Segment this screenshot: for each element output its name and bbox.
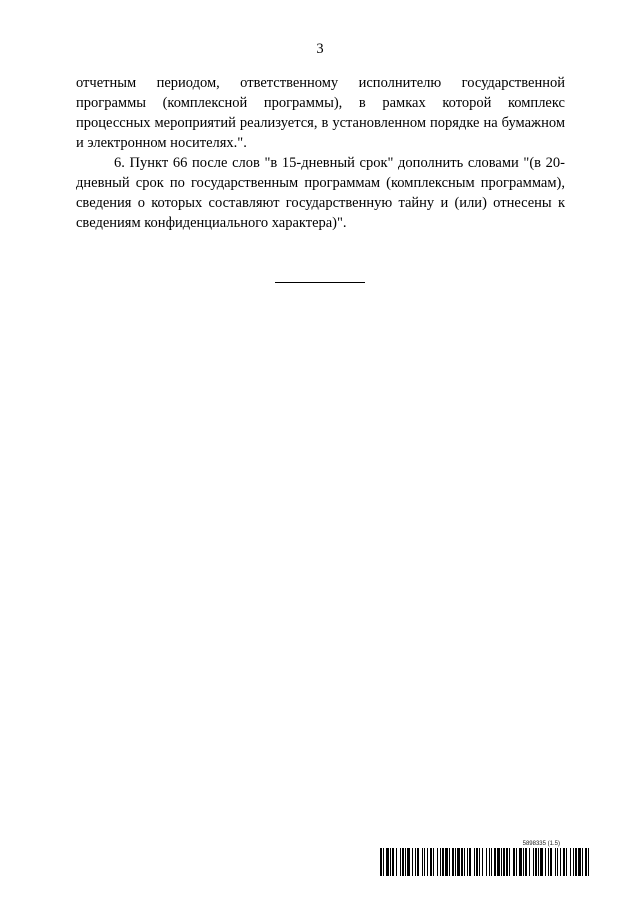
barcode-bar bbox=[578, 848, 581, 876]
barcode-bar bbox=[560, 848, 561, 876]
barcode-bar bbox=[494, 848, 496, 876]
barcode-bar bbox=[557, 848, 558, 876]
barcode-bar bbox=[383, 848, 384, 876]
end-separator-line bbox=[275, 282, 365, 283]
barcode-bar bbox=[573, 848, 574, 876]
barcode-bar bbox=[482, 848, 483, 876]
barcode-bar bbox=[469, 848, 471, 876]
barcode-bar bbox=[440, 848, 441, 876]
barcode-bar bbox=[575, 848, 577, 876]
barcode-bar bbox=[402, 848, 404, 876]
barcode-bar bbox=[529, 848, 530, 876]
barcode-bar bbox=[533, 848, 534, 876]
barcode-bar bbox=[501, 848, 502, 876]
barcode-bar bbox=[445, 848, 448, 876]
barcode-bar bbox=[563, 848, 565, 876]
barcode-bar bbox=[582, 848, 583, 876]
barcode-code: 5898335 (1.5) bbox=[522, 841, 560, 847]
barcode-bar bbox=[390, 848, 391, 876]
barcode-bar bbox=[386, 848, 389, 876]
document-body bbox=[76, 73, 565, 233]
barcode-bar bbox=[525, 848, 527, 876]
barcode-bar bbox=[509, 848, 510, 876]
barcode-bar bbox=[585, 848, 587, 876]
barcode-bar bbox=[503, 848, 505, 876]
barcode-bar bbox=[486, 848, 487, 876]
barcode-bar bbox=[422, 848, 423, 876]
barcode-bar bbox=[380, 848, 382, 876]
barcode-bar bbox=[424, 848, 425, 876]
paragraph-continuation: отчетным периодом, ответственному исполнителю государственной программы (комплексной программы), в рамках которой комплекс процессных мероприятий реализуется, в установленном порядке на бумажном и электронном носителях.". bbox=[76, 75, 565, 151]
barcode-bar bbox=[400, 848, 401, 876]
barcode-bar bbox=[415, 848, 416, 876]
barcode-bar bbox=[566, 848, 567, 876]
barcode-bar bbox=[545, 848, 546, 876]
barcode-bar bbox=[538, 848, 539, 876]
barcode-bar bbox=[588, 848, 589, 876]
barcode-bar bbox=[513, 848, 515, 876]
barcode-bar bbox=[519, 848, 522, 876]
barcode-bar bbox=[479, 848, 480, 876]
barcode-bar bbox=[430, 848, 432, 876]
barcode-bar bbox=[516, 848, 517, 876]
barcode-bar bbox=[405, 848, 406, 876]
barcode-bar bbox=[437, 848, 438, 876]
barcode-bar bbox=[489, 848, 490, 876]
barcode-bar bbox=[491, 848, 492, 876]
paragraph-item-6: 6. Пункт 66 после слов "в 15-дневный срок" дополнить словами "(в 20-дневный срок по государственным программам (комплексным программам), сведения о которых составляют государственную тайну и (или) отнесены к сведениям конфиденциального характера)". bbox=[76, 155, 565, 231]
barcode-bar bbox=[467, 848, 468, 876]
barcode-bar bbox=[523, 848, 524, 876]
barcode-bar bbox=[476, 848, 478, 876]
page-number: 3 bbox=[316, 41, 324, 57]
barcode-bar bbox=[550, 848, 552, 876]
barcode-block bbox=[380, 840, 590, 876]
barcode-bar bbox=[412, 848, 413, 876]
barcode-bar bbox=[442, 848, 444, 876]
barcode-bar bbox=[497, 848, 500, 876]
barcode-bar bbox=[407, 848, 410, 876]
barcode-bar bbox=[570, 848, 571, 876]
barcode-bar bbox=[548, 848, 549, 876]
barcode-icon bbox=[380, 848, 590, 876]
barcode-bar bbox=[506, 848, 508, 876]
barcode-bar bbox=[464, 848, 465, 876]
barcode-bar bbox=[535, 848, 537, 876]
barcode-bar bbox=[474, 848, 475, 876]
barcode-bar bbox=[555, 848, 556, 876]
barcode-bar bbox=[417, 848, 419, 876]
barcode-bar bbox=[461, 848, 463, 876]
barcode-bar bbox=[455, 848, 456, 876]
barcode-bar bbox=[396, 848, 397, 876]
barcode-bar bbox=[433, 848, 434, 876]
barcode-bar bbox=[452, 848, 454, 876]
barcode-bar bbox=[449, 848, 450, 876]
barcode-bar bbox=[540, 848, 543, 876]
barcode-bar bbox=[457, 848, 460, 876]
barcode-bar bbox=[392, 848, 394, 876]
barcode-bar bbox=[427, 848, 428, 876]
